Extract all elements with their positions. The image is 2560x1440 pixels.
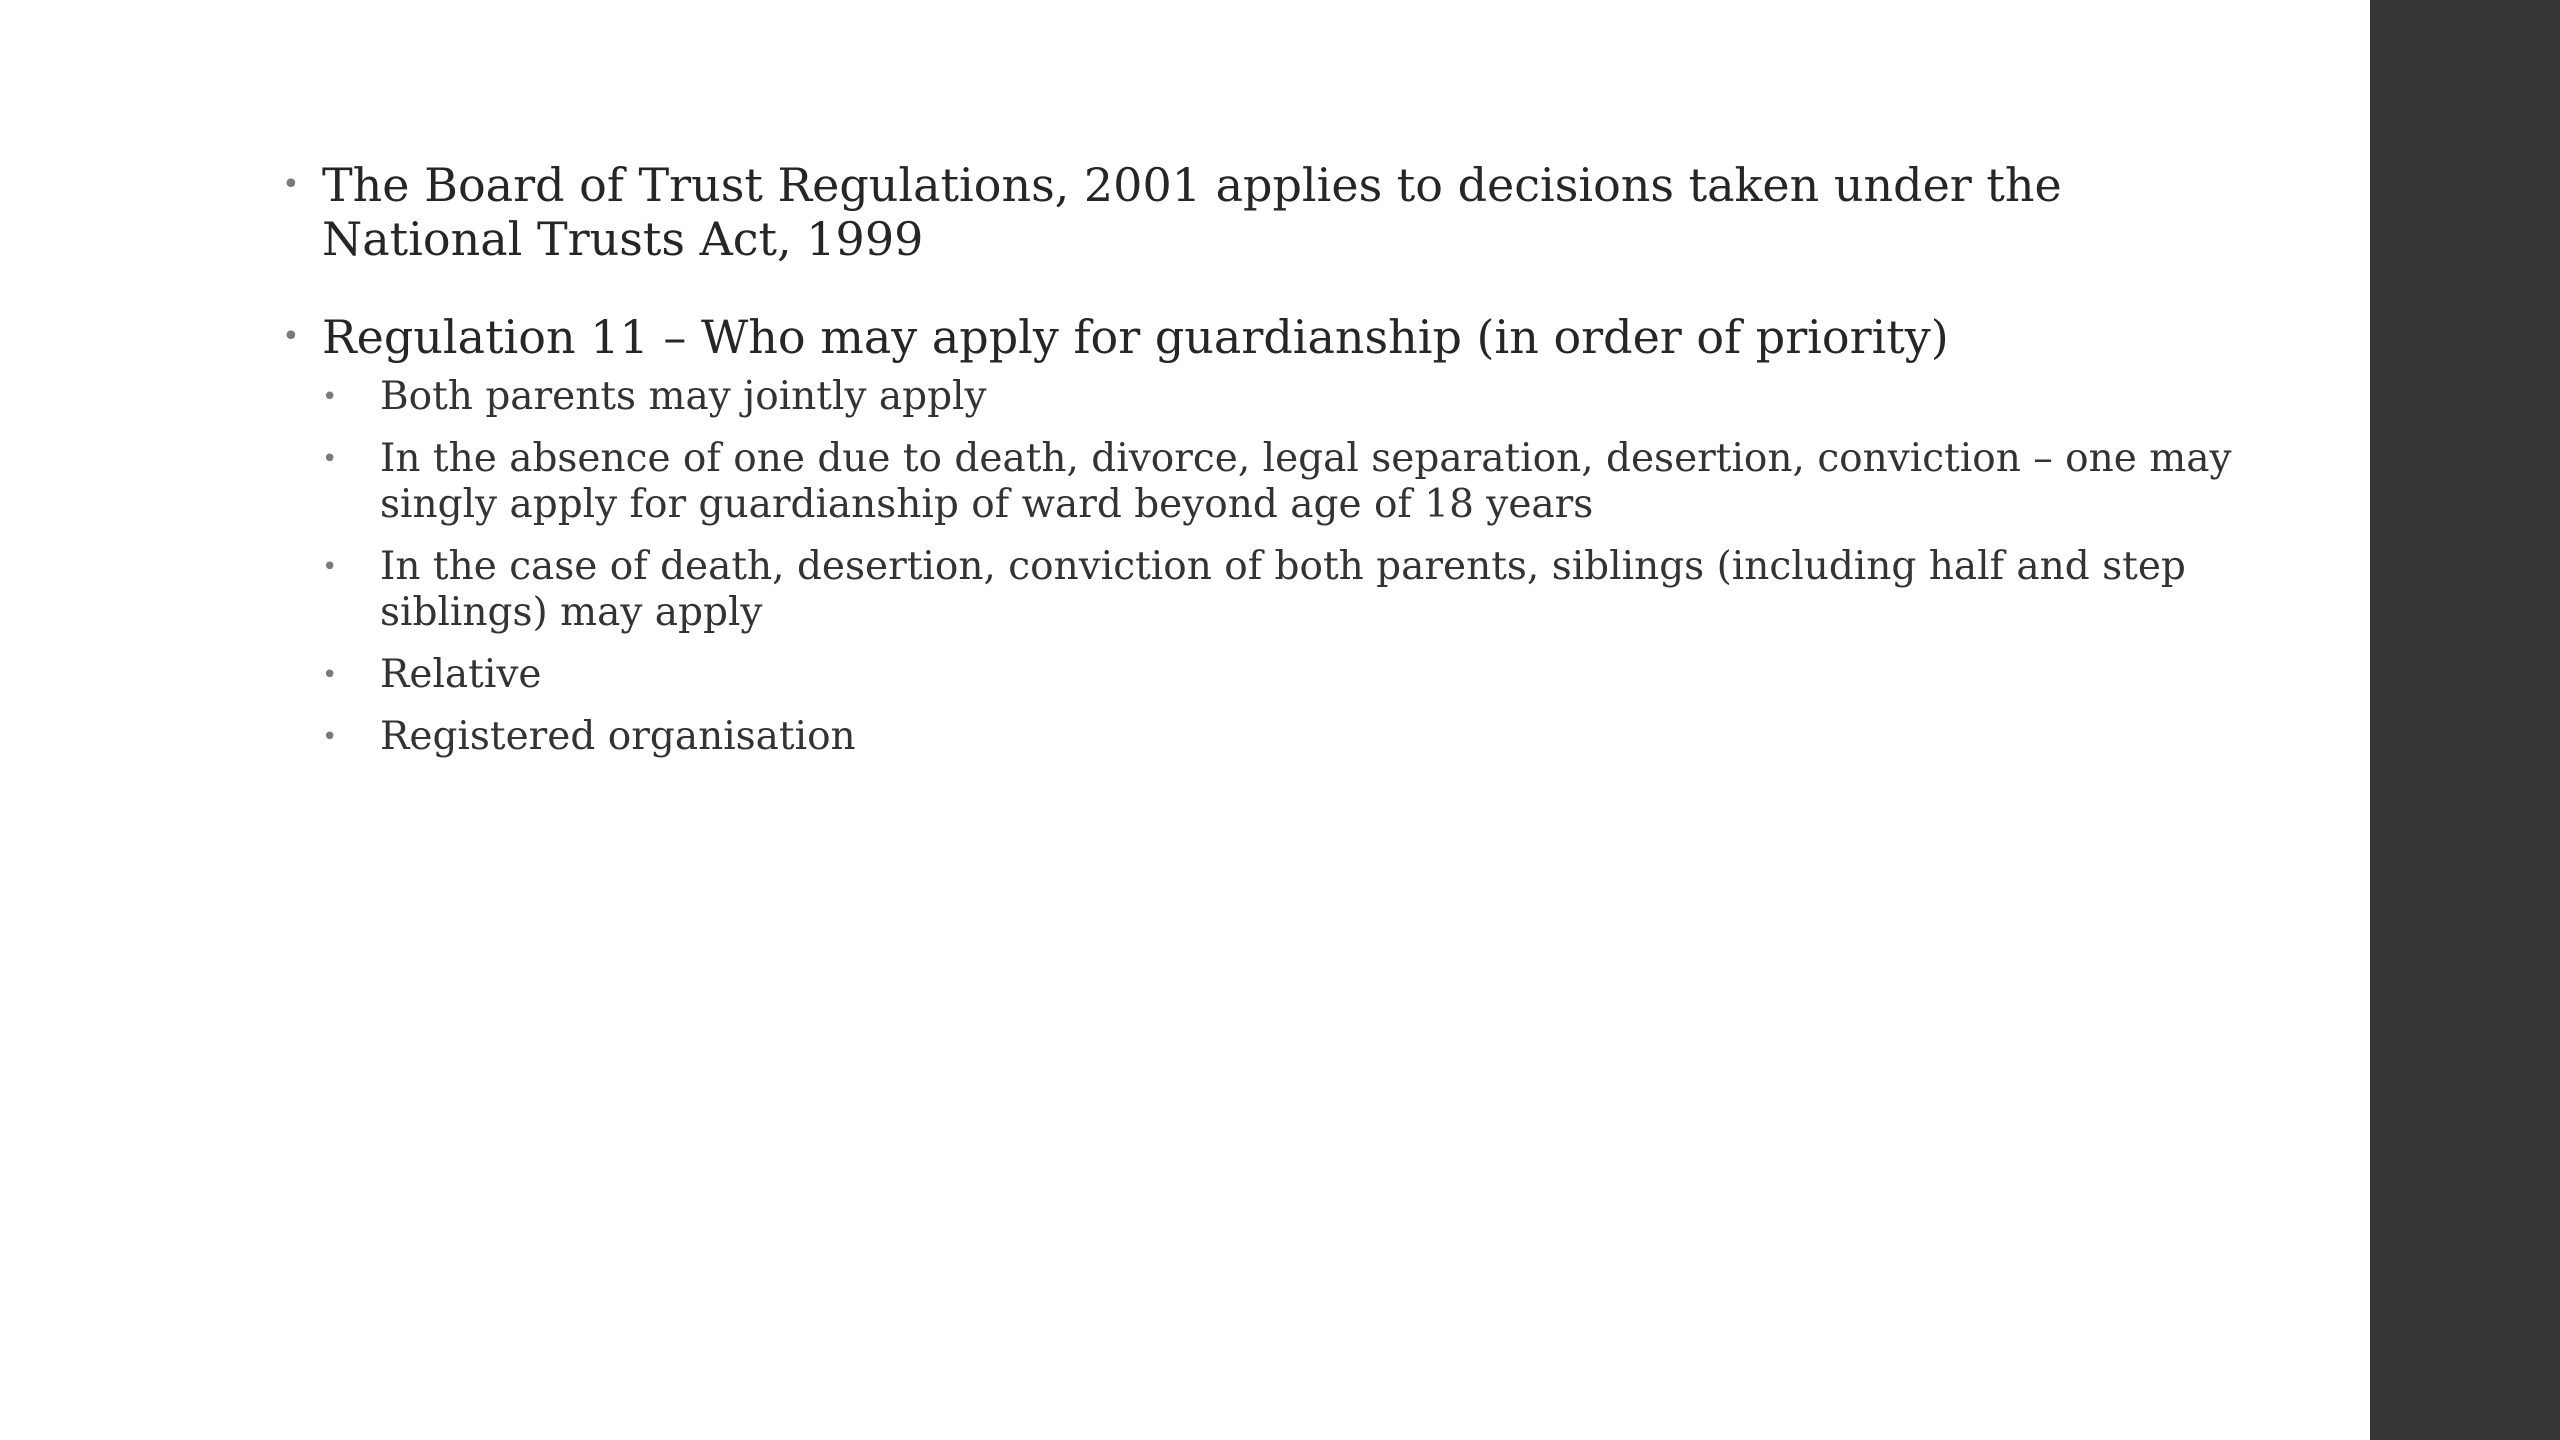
bullet-text: The Board of Trust Regulations, 2001 applies to decisions taken under the National Trusts Act, 1999 — [322, 158, 2062, 266]
slide-content — [272, 158, 2272, 804]
sub-bullet-text: In the case of death, desertion, conviction of both parents, siblings (including half and step siblings) may apply — [380, 544, 2186, 635]
bullet-icon: • — [322, 552, 338, 582]
sub-bullet-text: In the absence of one due to death, divorce, legal separation, desertion, conviction – one may singly apply for guardianship of ward beyond age of 18 years — [380, 436, 2232, 527]
bullet-item — [272, 158, 2272, 266]
sub-bullet-item — [322, 374, 2272, 420]
bullet-icon: • — [322, 722, 338, 752]
bullet-icon: • — [322, 660, 338, 690]
bullet-list — [272, 158, 2272, 760]
bullet-icon: • — [282, 167, 300, 202]
bullet-icon: • — [322, 382, 338, 412]
sub-bullet-item — [322, 714, 2272, 760]
sub-bullet-text: Relative — [380, 652, 542, 697]
side-bar — [2370, 0, 2560, 1440]
bullet-icon: • — [322, 444, 338, 474]
sub-bullet-item — [322, 544, 2272, 636]
bullet-item — [272, 310, 2272, 760]
sub-bullet-item — [322, 436, 2272, 528]
bullet-icon: • — [282, 319, 300, 354]
bullet-text: Regulation 11 – Who may apply for guardianship (in order of priority) — [322, 310, 1949, 364]
sub-bullet-list — [322, 374, 2272, 760]
sub-bullet-text: Registered organisation — [380, 714, 856, 759]
sub-bullet-item — [322, 652, 2272, 698]
sub-bullet-text: Both parents may jointly apply — [380, 374, 987, 419]
